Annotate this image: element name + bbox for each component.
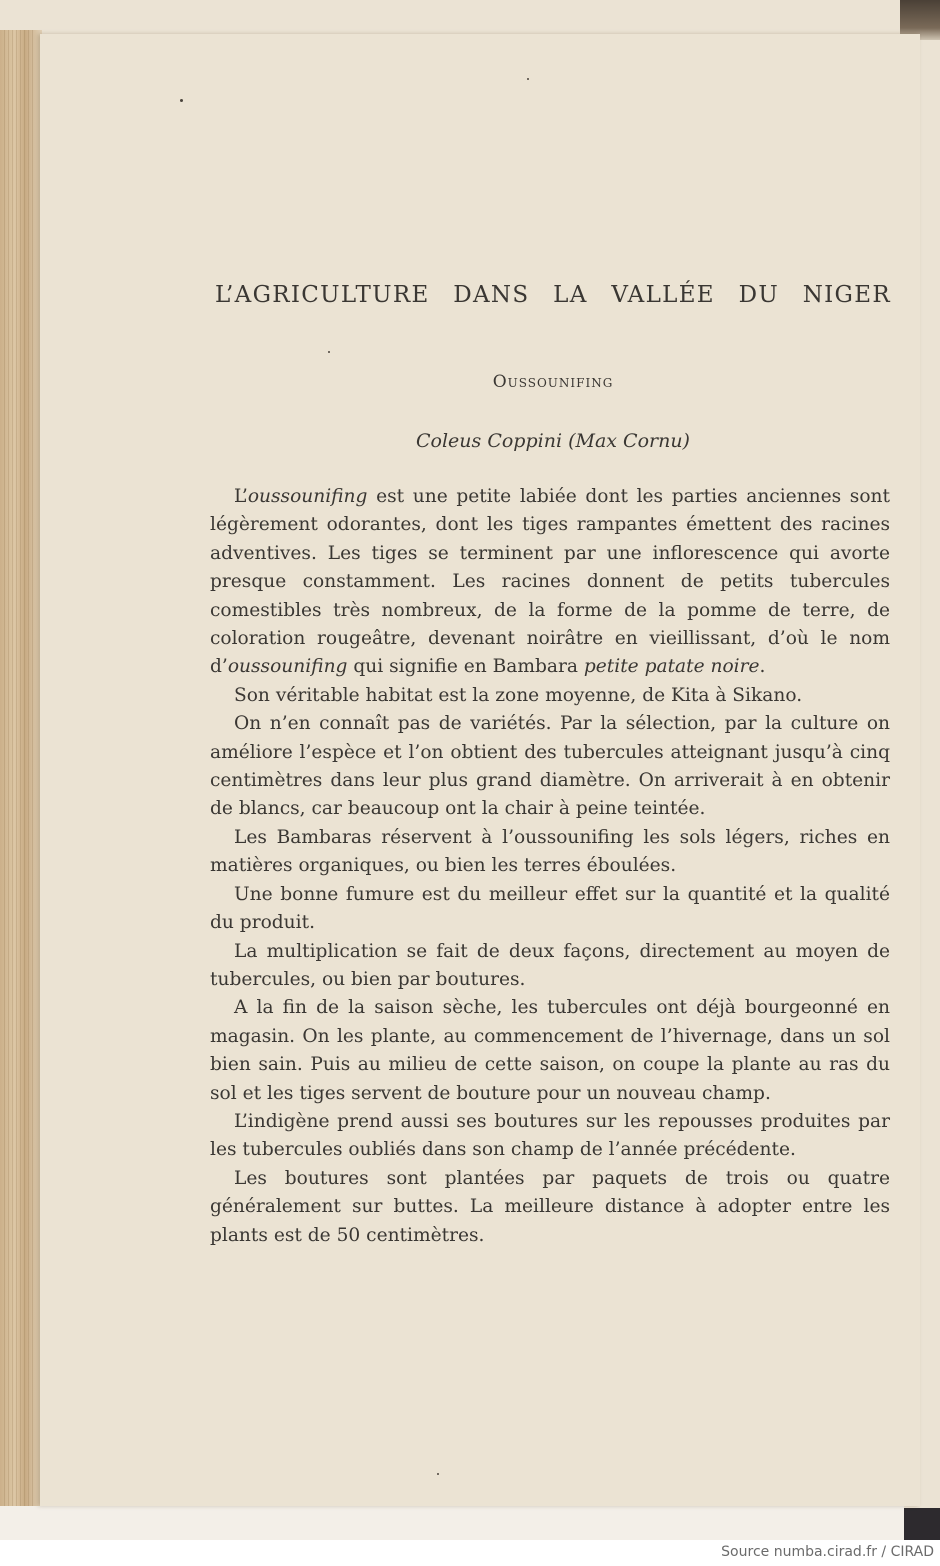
running-title-word: VALLÉE	[611, 282, 715, 308]
running-title-word: DU	[738, 282, 780, 308]
paragraph-spacing: Les boutures sont plantées par paquets de trois ou quatre généralement sur buttes. La meilleure distance à adopter entre les plants est de 50 centimètres.	[210, 1167, 890, 1246]
section-heading: Oussounifing	[492, 372, 614, 392]
running-title	[215, 282, 891, 308]
text-run: L’	[234, 486, 248, 507]
text-run-italic: oussounifing	[247, 486, 368, 507]
text-run-italic: oussounifing	[227, 656, 348, 678]
body-text	[210, 483, 890, 1250]
paragraph-habitat: Son véritable habitat est la zone moyenne, de Kita à Sikano.	[234, 684, 803, 706]
species-name-line	[215, 430, 891, 452]
text-run: qui signifie en Bambara	[347, 656, 584, 678]
running-title-word: NIGER	[802, 282, 891, 308]
paper-speck	[180, 99, 183, 102]
paragraph-fertilizer: Une bonne fumure est du meilleur effet sur la quantité et la qualité du produit.	[210, 883, 890, 934]
running-title-word: L’AGRICULTURE	[215, 282, 430, 308]
species-authority: (Max Cornu)	[568, 430, 690, 452]
running-title-word: DANS	[453, 282, 530, 308]
source-credit: Source numba.cirad.fr / CIRAD	[721, 1544, 934, 1560]
text-run-italic: petite patate noire	[583, 656, 760, 678]
text-run: est une petite labiée dont les parties anciennes sont légèrement odorantes, dont les tiges rampantes émettent des racines adventives. Les tiges se terminent par une inflorescence qui avorte presque constamment. Les racines donnent de petits tubercules comestibles très nombreux, de la forme de la pomme de terre, de coloration rougeâtre, devenant noirâtre en vieillissant, d’où le nom d’	[210, 486, 890, 678]
paragraph-planting: A la fin de la saison sèche, les tubercules ont déjà bourgeonné en magasin. On les plante, au commencement de l’hivernage, dans un sol bien sain. Puis au milieu de cette saison, on coupe la plante au ras du sol et les tiges servent de bouture pour un nouveau champ.	[210, 997, 890, 1104]
text-run: .	[759, 656, 766, 678]
binding-corner-bottom	[904, 1508, 940, 1540]
paper-speck	[328, 351, 330, 353]
paper-speck	[437, 1473, 439, 1475]
book-page-edge-lines	[4, 30, 34, 1510]
paragraph-soils: Les Bambaras réservent à l’oussounifing les sols légers, riches en matières organiques, ou bien les terres éboulées.	[210, 826, 890, 877]
species-name: Coleus Coppini	[416, 430, 563, 452]
paper-speck	[527, 78, 529, 80]
paragraph-description	[210, 483, 890, 682]
paragraph-cuttings: L’indigène prend aussi ses boutures sur les repousses produites par les tubercules oubliés dans son champ de l’année précédente.	[210, 1110, 890, 1161]
paragraph-multiplication: La multiplication se fait de deux façons, directement au moyen de tubercules, ou bien par boutures.	[210, 940, 890, 990]
running-title-word: LA	[553, 282, 588, 308]
paragraph-varieties: On n’en connaît pas de variétés. Par la sélection, par la culture on améliore l’espèce et l’on obtient des tubercules atteignant jusqu’à cinq centimètres dans leur plus grand diamètre. On arriverait à en obtenir de blancs, car beaucoup ont la chair à peine teintée.	[210, 713, 890, 820]
scan-bottom-margin	[0, 1506, 904, 1540]
